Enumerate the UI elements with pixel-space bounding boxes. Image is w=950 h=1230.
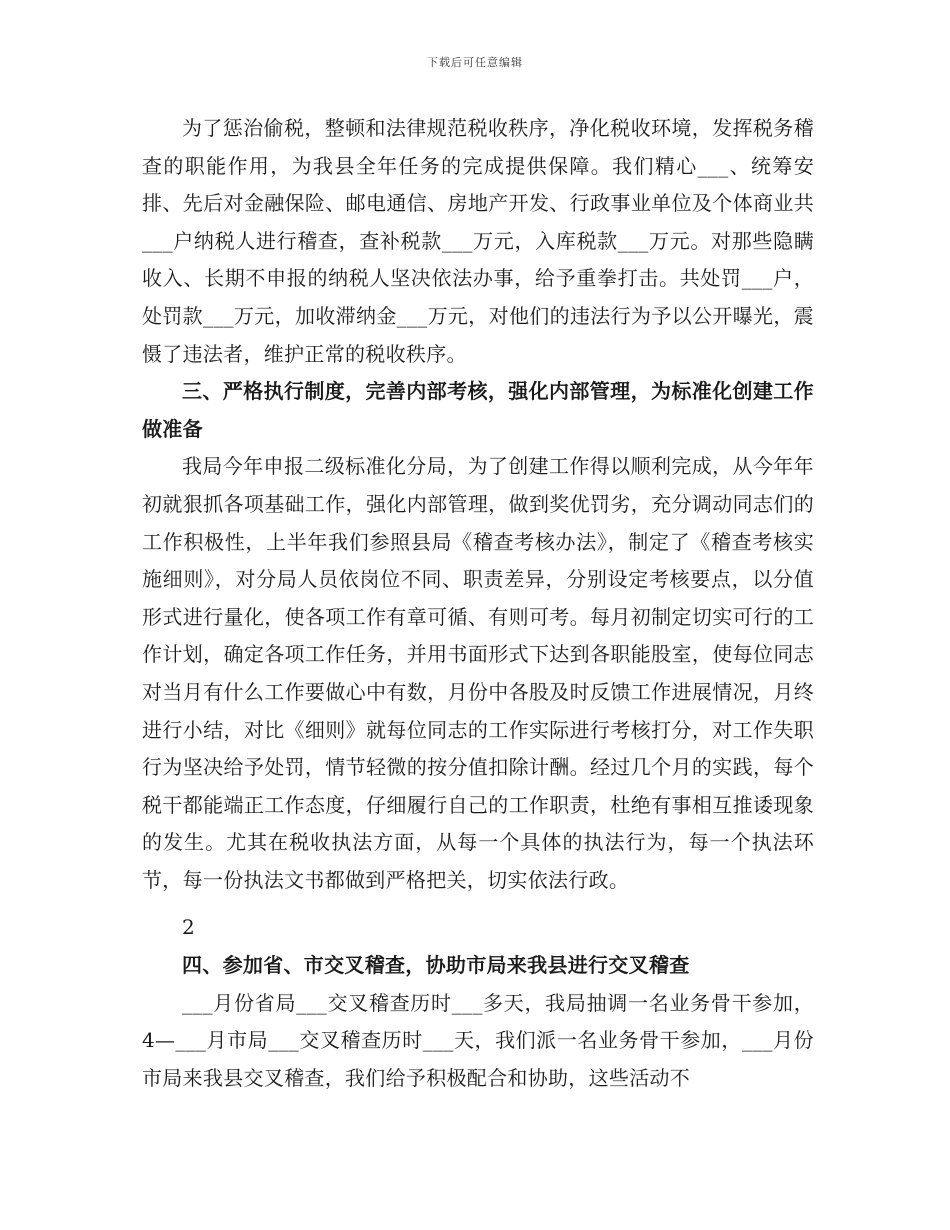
page-number: 2: [182, 915, 195, 940]
paragraph-internal-management: 我局今年申报二级标准化分局，为了创建工作得以顺利完成，从今年年初就狠抓各项基础工作，强化内部管理，做到奖优罚劣，充分调动同志们的工作积极性，上半年我们参照县局《稽查考核办法》，制定了《稽查考核实施细则》，对分局人员依岗位不同、职责差异，分别设定考核要点，以分值形式进行量化，使各项工作有章可循、有则可考。每月初制定切实可行的工作计划，确定各项工作任务，并用书面形式下达到各职能股室，使每位同志对当月有什么工作要做心中有数，月份中各股及时反馈工作进展情况，月终进行小结，对比《细则》就每位同志的工作实际进行考核打分，对工作失职行为坚决给予处罚，情节轻微的按分值扣除计酬。经过几个月的实践，每个税干都能端正工作态度，仔细履行自己的工作职责，杜绝有事相互推诿现象的发生。尤其在税收执法方面，从每一个具体的执法行为，每一个执法环节，每一份执法文书都做到严格把关，切实依法行政。: [142, 454, 814, 892]
document-body: [142, 110, 814, 1097]
paragraph-tax-inspection: 为了惩治偷税，整顿和法律规范税收秩序，净化税收环境，发挥税务稽查的职能作用，为我县全年任务的完成提供保障。我们精心___、统筹安排、先后对金融保险、邮电通信、房地产开发、行政事业单位及个体商业共___户纳税人进行稽查，查补税款___万元，入库税款___万元。对那些隐瞒收入、长期不申报的纳税人坚决依法办事，给予重拳打击。共处罚___户，处罚款___万元，加收滞纳金___万元，对他们的违法行为予以公开曝光，震慑了违法者，维护正常的税收秩序。: [142, 116, 814, 366]
section-heading-three: 三、严格执行制度，完善内部考核，强化内部管理，为标准化创建工作做准备: [142, 379, 814, 441]
header-note: 下载后可任意编辑: [427, 56, 523, 69]
section-heading-four: 四、参加省、市交叉稽查，协助市局来我县进行交叉稽查: [182, 953, 690, 978]
paragraph-cross-inspection: ___月份省局___交叉稽查历时___多天，我局抽调一名业务骨干参加，4—___月市局___交叉稽查历时___天，我们派一名业务骨干参加，___月份市局来我县交叉稽查，我们给予积极配合和协助，这些活动不: [142, 990, 814, 1090]
